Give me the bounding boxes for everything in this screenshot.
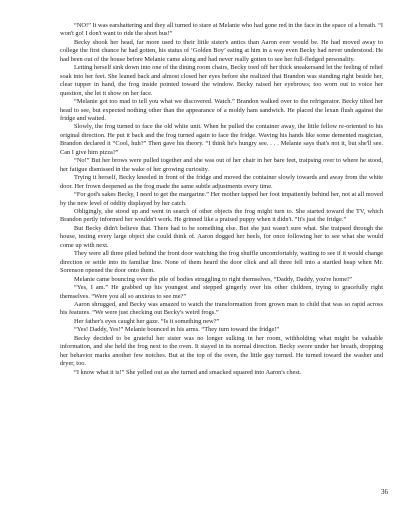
body-text: [60, 22, 383, 377]
paragraph: They were all three piled behind the front door watching the frog shuffle uncomfortably, waiting to see if it would change direction or settle into its familiar line. None of them heard the door click and all three fell into a startled heap when Mr. Sorenson opened the door onto them.: [60, 250, 383, 275]
paragraph: Melanie came bouncing over the pile of bodies struggling to right themselves, “Daddy, Daddy, you're home!”: [74, 275, 352, 283]
page-number: 36: [381, 488, 388, 496]
paragraph: Becky shook her head, far more used to their little sister's antics than Aaron ever would be. He had moved away to college the first chance he had gotten, his status of ‘Golden Boy’ eating at him in a way even Becky had never understood. He had been out of the house before Melanie came along and had never really gotten to see her full-fledged personality.: [60, 38, 383, 63]
paragraph: Slowly, the frog turned to face the old white unit. When he pulled the container away, the little fellow re-oriented to his original direction. He put it back and the frog turned again to face the fridge. Waving his hands like some demented magician, Brandon declared it “Cool, huh?” Then gave his theory. “I think he's hungry see. . . . Melanie says that's not it, but she'll see. Can I give him pizza?”: [60, 123, 383, 156]
paragraph: “Melanie got too mad to tell you what we discovered. Watch.” Brandon walked over to the refrigerator. Becky tilted her head to see, but expected nothing other than the appearance of a moldy ham sandwich. He placed the lexan flush against the fridge and waited.: [60, 98, 383, 122]
paragraph: But Becky didn't believe that. There had to be something else. But she just wasn't sure what. She traipsed through the house, testing every large object she could think of. Aaron dogged her heels, for once following her to see what she would come up with next.: [60, 224, 383, 249]
paragraph: Letting herself sink down into one of the dining room chairs, Becky toed off her thick sneakersand let the feeling of relief soak into her feet. She leaned back and almost closed her eyes before she realized that Brandon was standing right beside her, clear tupper in hand, the frog inside pointed toward the window. Becky raised her eyebrows; too worn out to voice her question, she let it show on her face.: [60, 64, 383, 97]
paragraph: Obligingly, she stood up and went in search of other objects the frog might turn to. She started toward the TV, which Brandon pertly informed her wouldn't work. He grinned like a praised puppy when it didn't. “It's just the fridge.”: [60, 207, 383, 224]
paragraph: Her father's eyes caught her gaze. “Is it something new?”: [74, 317, 220, 325]
paragraph: “Yes! Daddy, Yes!” Melanie bounced in his arms. “They turn toward the fridge!”: [74, 326, 280, 334]
paragraph: “NO!” It was earshattering and they all turned to stare at Melanie who had gone red in the face in the space of a breath. “I won't go! I don't want to ride the short bus!”: [60, 22, 383, 38]
paragraph: Becky decided to be grateful her sister was no longer sulking in her room, withholding what might be valuable information, and she held the frog next to the oven. It stayed in its normal direction. Becky swore under her breath, dropping her behavior marks another few notches. But at the top of the oven, the little guy turned. He turned toward the washer and dryer, too.: [60, 334, 383, 368]
paragraph: Aaron shrugged, and Becky was amazed to watch the transformation from grown man to child that was so rapid across his features. “We were just checking out Becky's weird frogs.”: [60, 300, 383, 317]
paragraph: “No!” But her brows were pulled together and she was out of her chair in her bare feet, traipsing over to where he stood, her fatigue dismissed in the wake of her growing curiosity.: [60, 157, 383, 173]
paragraph: “For god's sakes Becky, I need to get the margarine.” Her mother tapped her foot impatiently behind her, not at all moved by the new level of oddity displayed by her catch.: [60, 191, 383, 207]
paragraph: “I know what it is!” She yelled out as she turned and smacked squared into Aaron's chest.: [74, 368, 302, 376]
paragraph: Trying it herself, Becky kneeled in front of the fridge and moved the container slowly towards and away from the white door. Her frown deepened as the frog made the same subtle adjustments every time.: [60, 174, 383, 190]
paragraph: “Yes, I am.” He grabbed up his youngest and stepped gingerly over his other children, trying to gracefully right themselves. “Were you all so anxious to see me?”: [60, 284, 383, 300]
